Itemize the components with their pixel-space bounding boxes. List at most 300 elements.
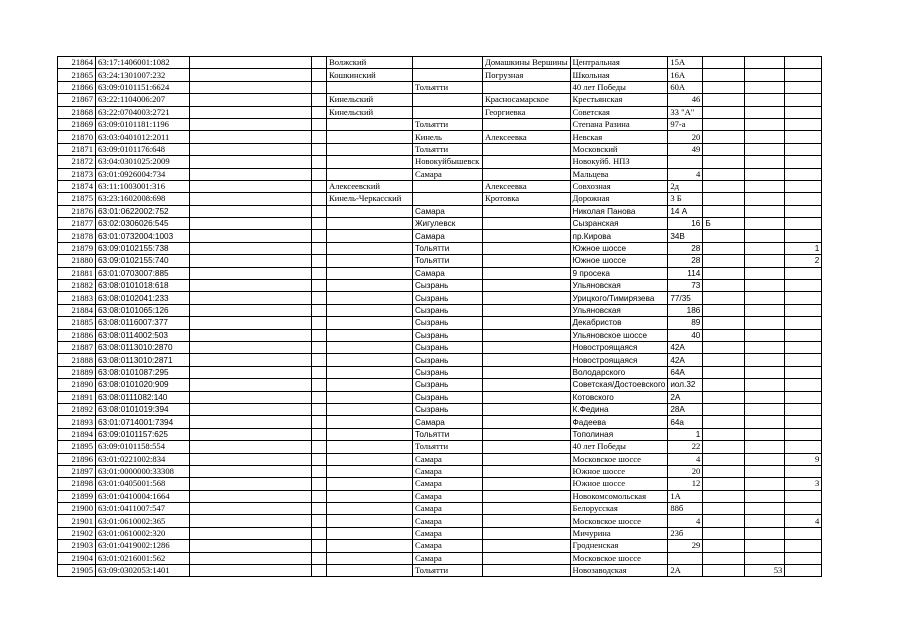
district-cell[interactable] — [327, 118, 413, 130]
city-cell[interactable] — [413, 106, 483, 118]
cadastral-number-cell[interactable]: 63:24:1301007:232 — [96, 69, 190, 81]
house-cell[interactable]: 42А — [668, 354, 703, 366]
street-cell[interactable]: Совхозная — [570, 180, 668, 192]
district-cell[interactable] — [327, 503, 413, 515]
empty-cell[interactable] — [312, 379, 327, 391]
extra-cell[interactable] — [785, 106, 822, 118]
empty-cell[interactable] — [190, 304, 312, 316]
extra-cell[interactable] — [745, 490, 785, 502]
city-cell[interactable]: Сызрань — [413, 304, 483, 316]
house-cell[interactable]: 15А — [668, 57, 703, 69]
extra-cell[interactable] — [703, 230, 745, 242]
row-id-cell[interactable]: 21871 — [58, 143, 96, 155]
extra-cell[interactable] — [785, 540, 822, 552]
empty-cell[interactable] — [312, 416, 327, 428]
city-cell[interactable]: Самара — [413, 515, 483, 527]
empty-cell[interactable] — [190, 329, 312, 341]
settlement-cell[interactable] — [483, 143, 571, 155]
extra-cell[interactable] — [703, 428, 745, 440]
empty-cell[interactable] — [190, 428, 312, 440]
extra-cell[interactable] — [703, 329, 745, 341]
house-cell[interactable]: 97-а — [668, 118, 703, 130]
house-cell[interactable]: 20 — [668, 465, 703, 477]
extra-cell[interactable] — [745, 515, 785, 527]
empty-cell[interactable] — [190, 180, 312, 192]
extra-cell[interactable] — [703, 292, 745, 304]
district-cell[interactable]: Кинель-Черкасский — [327, 193, 413, 205]
cadastral-number-cell[interactable]: 63:01:0622002:752 — [96, 205, 190, 217]
extra-cell[interactable]: 4 — [785, 515, 822, 527]
district-cell[interactable] — [327, 354, 413, 366]
extra-cell[interactable] — [745, 143, 785, 155]
street-cell[interactable]: Новозаводская — [570, 565, 668, 577]
city-cell[interactable]: Самара — [413, 490, 483, 502]
settlement-cell[interactable] — [483, 267, 571, 279]
extra-cell[interactable] — [703, 366, 745, 378]
extra-cell[interactable] — [745, 552, 785, 564]
street-cell[interactable]: Южное шоссе — [570, 478, 668, 490]
district-cell[interactable] — [327, 465, 413, 477]
extra-cell[interactable] — [703, 255, 745, 267]
city-cell[interactable]: Самара — [413, 230, 483, 242]
district-cell[interactable] — [327, 478, 413, 490]
district-cell[interactable] — [327, 416, 413, 428]
empty-cell[interactable] — [190, 143, 312, 155]
house-cell[interactable]: 22 — [668, 441, 703, 453]
settlement-cell[interactable] — [483, 552, 571, 564]
settlement-cell[interactable] — [483, 453, 571, 465]
cadastral-number-cell[interactable]: 63:08:0101019:394 — [96, 403, 190, 415]
settlement-cell[interactable] — [483, 490, 571, 502]
extra-cell[interactable] — [785, 180, 822, 192]
house-cell[interactable]: 12 — [668, 478, 703, 490]
city-cell[interactable]: Самара — [413, 205, 483, 217]
empty-cell[interactable] — [190, 341, 312, 353]
extra-cell[interactable] — [703, 540, 745, 552]
street-cell[interactable]: К.Федина — [570, 403, 668, 415]
street-cell[interactable]: Новостроящаяся — [570, 341, 668, 353]
city-cell[interactable]: Самара — [413, 540, 483, 552]
extra-cell[interactable] — [785, 193, 822, 205]
house-cell[interactable]: 1А — [668, 490, 703, 502]
house-cell[interactable]: 20 — [668, 131, 703, 143]
row-id-cell[interactable]: 21904 — [58, 552, 96, 564]
extra-cell[interactable] — [703, 354, 745, 366]
row-id-cell[interactable]: 21878 — [58, 230, 96, 242]
empty-cell[interactable] — [312, 131, 327, 143]
street-cell[interactable]: Мичурина — [570, 527, 668, 539]
empty-cell[interactable] — [312, 304, 327, 316]
house-cell[interactable]: 4 — [668, 453, 703, 465]
settlement-cell[interactable] — [483, 540, 571, 552]
cadastral-number-cell[interactable]: 63:01:0732004:1003 — [96, 230, 190, 242]
house-cell[interactable]: 88б — [668, 503, 703, 515]
cadastral-number-cell[interactable]: 63:08:0101065:126 — [96, 304, 190, 316]
settlement-cell[interactable]: Красносамарское — [483, 94, 571, 106]
extra-cell[interactable] — [785, 69, 822, 81]
extra-cell[interactable] — [703, 94, 745, 106]
cadastral-number-cell[interactable]: 63:02:0306026:545 — [96, 218, 190, 230]
house-cell[interactable] — [668, 552, 703, 564]
city-cell[interactable]: Сызрань — [413, 292, 483, 304]
cadastral-number-cell[interactable]: 63:08:0101020:909 — [96, 379, 190, 391]
row-id-cell[interactable]: 21866 — [58, 81, 96, 93]
settlement-cell[interactable] — [483, 465, 571, 477]
city-cell[interactable] — [413, 69, 483, 81]
row-id-cell[interactable]: 21872 — [58, 156, 96, 168]
row-id-cell[interactable]: 21890 — [58, 379, 96, 391]
extra-cell[interactable]: 1 — [785, 242, 822, 254]
house-cell[interactable]: 14 А — [668, 205, 703, 217]
row-id-cell[interactable]: 21868 — [58, 106, 96, 118]
settlement-cell[interactable] — [483, 255, 571, 267]
house-cell[interactable]: 33 "А" — [668, 106, 703, 118]
extra-cell[interactable] — [745, 94, 785, 106]
house-cell[interactable]: 4 — [668, 515, 703, 527]
empty-cell[interactable] — [312, 403, 327, 415]
cadastral-number-cell[interactable]: 63:08:0116007:377 — [96, 317, 190, 329]
district-cell[interactable] — [327, 168, 413, 180]
extra-cell[interactable] — [703, 81, 745, 93]
extra-cell[interactable] — [785, 143, 822, 155]
empty-cell[interactable] — [312, 292, 327, 304]
cadastral-number-cell[interactable]: 63:01:0216001:562 — [96, 552, 190, 564]
house-cell[interactable]: 34В — [668, 230, 703, 242]
row-id-cell[interactable]: 21895 — [58, 441, 96, 453]
city-cell[interactable]: Сызрань — [413, 280, 483, 292]
empty-cell[interactable] — [190, 218, 312, 230]
city-cell[interactable]: Тольятти — [413, 428, 483, 440]
extra-cell[interactable] — [745, 341, 785, 353]
extra-cell[interactable] — [785, 490, 822, 502]
empty-cell[interactable] — [312, 180, 327, 192]
row-id-cell[interactable]: 21892 — [58, 403, 96, 415]
extra-cell[interactable] — [745, 292, 785, 304]
settlement-cell[interactable] — [483, 503, 571, 515]
empty-cell[interactable] — [190, 527, 312, 539]
extra-cell[interactable] — [785, 354, 822, 366]
extra-cell[interactable] — [745, 503, 785, 515]
extra-cell[interactable] — [703, 118, 745, 130]
extra-cell[interactable] — [745, 317, 785, 329]
row-id-cell[interactable]: 21883 — [58, 292, 96, 304]
house-cell[interactable]: 46 — [668, 94, 703, 106]
street-cell[interactable]: Степана Разина — [570, 118, 668, 130]
settlement-cell[interactable] — [483, 218, 571, 230]
district-cell[interactable] — [327, 304, 413, 316]
extra-cell[interactable] — [785, 552, 822, 564]
street-cell[interactable]: Мальцева — [570, 168, 668, 180]
city-cell[interactable] — [413, 180, 483, 192]
extra-cell[interactable] — [703, 193, 745, 205]
house-cell[interactable]: 73 — [668, 280, 703, 292]
extra-cell[interactable] — [745, 118, 785, 130]
empty-cell[interactable] — [312, 94, 327, 106]
extra-cell[interactable] — [745, 453, 785, 465]
empty-cell[interactable] — [190, 255, 312, 267]
empty-cell[interactable] — [312, 106, 327, 118]
district-cell[interactable] — [327, 366, 413, 378]
street-cell[interactable]: Московский — [570, 143, 668, 155]
street-cell[interactable]: Ульяновская — [570, 304, 668, 316]
cadastral-number-cell[interactable]: 63:08:0101087:295 — [96, 366, 190, 378]
street-cell[interactable]: Новокомсомольская — [570, 490, 668, 502]
empty-cell[interactable] — [190, 267, 312, 279]
empty-cell[interactable] — [312, 441, 327, 453]
district-cell[interactable] — [327, 143, 413, 155]
empty-cell[interactable] — [312, 143, 327, 155]
district-cell[interactable] — [327, 515, 413, 527]
extra-cell[interactable] — [703, 527, 745, 539]
extra-cell[interactable] — [785, 465, 822, 477]
settlement-cell[interactable]: Домашкины Вершины — [483, 57, 571, 69]
settlement-cell[interactable] — [483, 341, 571, 353]
city-cell[interactable]: Новокуйбышевск — [413, 156, 483, 168]
settlement-cell[interactable] — [483, 168, 571, 180]
district-cell[interactable] — [327, 242, 413, 254]
row-id-cell[interactable]: 21865 — [58, 69, 96, 81]
extra-cell[interactable] — [745, 69, 785, 81]
house-cell[interactable]: 2А — [668, 565, 703, 577]
city-cell[interactable]: Сызрань — [413, 391, 483, 403]
settlement-cell[interactable]: Алексеевка — [483, 180, 571, 192]
district-cell[interactable] — [327, 403, 413, 415]
empty-cell[interactable] — [312, 168, 327, 180]
extra-cell[interactable] — [745, 391, 785, 403]
settlement-cell[interactable] — [483, 242, 571, 254]
settlement-cell[interactable]: Погрузная — [483, 69, 571, 81]
extra-cell[interactable] — [703, 242, 745, 254]
settlement-cell[interactable] — [483, 416, 571, 428]
extra-cell[interactable] — [745, 366, 785, 378]
street-cell[interactable]: Южное шоссе — [570, 242, 668, 254]
row-id-cell[interactable]: 21897 — [58, 465, 96, 477]
street-cell[interactable]: 40 лет Победы — [570, 81, 668, 93]
house-cell[interactable]: 77/35 — [668, 292, 703, 304]
row-id-cell[interactable]: 21879 — [58, 242, 96, 254]
city-cell[interactable]: Тольятти — [413, 242, 483, 254]
extra-cell[interactable] — [703, 168, 745, 180]
extra-cell[interactable] — [745, 156, 785, 168]
empty-cell[interactable] — [190, 503, 312, 515]
cadastral-number-cell[interactable]: 63:01:0221002:834 — [96, 453, 190, 465]
extra-cell[interactable] — [745, 403, 785, 415]
row-id-cell[interactable]: 21903 — [58, 540, 96, 552]
cadastral-number-cell[interactable]: 63:08:0101018:618 — [96, 280, 190, 292]
district-cell[interactable] — [327, 205, 413, 217]
extra-cell[interactable] — [745, 255, 785, 267]
empty-cell[interactable] — [312, 515, 327, 527]
district-cell[interactable] — [327, 280, 413, 292]
empty-cell[interactable] — [312, 242, 327, 254]
empty-cell[interactable] — [312, 205, 327, 217]
row-id-cell[interactable]: 21900 — [58, 503, 96, 515]
cadastral-number-cell[interactable]: 63:09:0101157:625 — [96, 428, 190, 440]
city-cell[interactable]: Сызрань — [413, 379, 483, 391]
row-id-cell[interactable]: 21876 — [58, 205, 96, 217]
extra-cell[interactable] — [703, 280, 745, 292]
empty-cell[interactable] — [312, 193, 327, 205]
cadastral-number-cell[interactable]: 63:01:0703007:885 — [96, 267, 190, 279]
house-cell[interactable]: 28А — [668, 403, 703, 415]
cadastral-number-cell[interactable]: 63:01:0926004:734 — [96, 168, 190, 180]
extra-cell[interactable] — [703, 379, 745, 391]
empty-cell[interactable] — [190, 416, 312, 428]
cadastral-number-cell[interactable]: 63:09:0102155:738 — [96, 242, 190, 254]
extra-cell[interactable] — [785, 118, 822, 130]
empty-cell[interactable] — [312, 565, 327, 577]
cadastral-number-cell[interactable]: 63:01:0410004:1664 — [96, 490, 190, 502]
row-id-cell[interactable]: 21888 — [58, 354, 96, 366]
cadastral-number-cell[interactable]: 63:09:0101176:648 — [96, 143, 190, 155]
extra-cell[interactable]: Б — [703, 218, 745, 230]
row-id-cell[interactable]: 21880 — [58, 255, 96, 267]
district-cell[interactable] — [327, 565, 413, 577]
empty-cell[interactable] — [190, 441, 312, 453]
extra-cell[interactable] — [745, 280, 785, 292]
empty-cell[interactable] — [190, 94, 312, 106]
district-cell[interactable]: Волжский — [327, 57, 413, 69]
house-cell[interactable]: 16А — [668, 69, 703, 81]
extra-cell[interactable]: 9 — [785, 453, 822, 465]
extra-cell[interactable] — [745, 428, 785, 440]
district-cell[interactable] — [327, 131, 413, 143]
city-cell[interactable]: Самара — [413, 168, 483, 180]
house-cell[interactable]: 23б — [668, 527, 703, 539]
city-cell[interactable]: Тольятти — [413, 118, 483, 130]
extra-cell[interactable] — [745, 478, 785, 490]
street-cell[interactable]: Ульяновская — [570, 280, 668, 292]
empty-cell[interactable] — [190, 242, 312, 254]
city-cell[interactable]: Сызрань — [413, 354, 483, 366]
empty-cell[interactable] — [190, 515, 312, 527]
row-id-cell[interactable]: 21894 — [58, 428, 96, 440]
cadastral-number-cell[interactable]: 63:08:0113010:2870 — [96, 341, 190, 353]
house-cell[interactable]: 114 — [668, 267, 703, 279]
empty-cell[interactable] — [312, 218, 327, 230]
district-cell[interactable] — [327, 218, 413, 230]
extra-cell[interactable] — [745, 540, 785, 552]
house-cell[interactable]: 89 — [668, 317, 703, 329]
district-cell[interactable] — [327, 341, 413, 353]
extra-cell[interactable] — [745, 230, 785, 242]
extra-cell[interactable] — [703, 465, 745, 477]
district-cell[interactable]: Кинельский — [327, 106, 413, 118]
district-cell[interactable] — [327, 292, 413, 304]
house-cell[interactable]: 186 — [668, 304, 703, 316]
extra-cell[interactable] — [785, 292, 822, 304]
empty-cell[interactable] — [312, 503, 327, 515]
empty-cell[interactable] — [312, 465, 327, 477]
row-id-cell[interactable]: 21896 — [58, 453, 96, 465]
city-cell[interactable]: Сызрань — [413, 317, 483, 329]
cadastral-number-cell[interactable]: 63:17:1406001:1082 — [96, 57, 190, 69]
district-cell[interactable] — [327, 230, 413, 242]
empty-cell[interactable] — [312, 230, 327, 242]
street-cell[interactable]: Володарского — [570, 366, 668, 378]
district-cell[interactable] — [327, 267, 413, 279]
house-cell[interactable]: 42А — [668, 341, 703, 353]
street-cell[interactable]: Южное шоссе — [570, 465, 668, 477]
house-cell[interactable]: 49 — [668, 143, 703, 155]
street-cell[interactable]: Крестьянская — [570, 94, 668, 106]
street-cell[interactable]: Белорусская — [570, 503, 668, 515]
settlement-cell[interactable] — [483, 329, 571, 341]
district-cell[interactable] — [327, 255, 413, 267]
cadastral-number-cell[interactable]: 63:09:0101151:6624 — [96, 81, 190, 93]
cadastral-number-cell[interactable]: 63:11:1003001:316 — [96, 180, 190, 192]
cadastral-number-cell[interactable]: 63:22:0704003:2721 — [96, 106, 190, 118]
cadastral-number-cell[interactable]: 63:01:0610002:320 — [96, 527, 190, 539]
district-cell[interactable]: Кошкинский — [327, 69, 413, 81]
street-cell[interactable]: Московское шоссе — [570, 552, 668, 564]
empty-cell[interactable] — [312, 478, 327, 490]
empty-cell[interactable] — [190, 205, 312, 217]
extra-cell[interactable] — [745, 304, 785, 316]
extra-cell[interactable] — [703, 391, 745, 403]
empty-cell[interactable] — [190, 81, 312, 93]
extra-cell[interactable] — [703, 441, 745, 453]
empty-cell[interactable] — [190, 292, 312, 304]
street-cell[interactable]: Урицкого/Тимирязева — [570, 292, 668, 304]
empty-cell[interactable] — [190, 490, 312, 502]
city-cell[interactable]: Тольятти — [413, 81, 483, 93]
extra-cell[interactable] — [745, 354, 785, 366]
extra-cell[interactable] — [703, 341, 745, 353]
street-cell[interactable]: Центральная — [570, 57, 668, 69]
district-cell[interactable] — [327, 329, 413, 341]
empty-cell[interactable] — [190, 230, 312, 242]
city-cell[interactable] — [413, 57, 483, 69]
street-cell[interactable]: Фадеева — [570, 416, 668, 428]
city-cell[interactable]: Самара — [413, 527, 483, 539]
city-cell[interactable]: Сызрань — [413, 366, 483, 378]
empty-cell[interactable] — [190, 69, 312, 81]
extra-cell[interactable] — [785, 428, 822, 440]
district-cell[interactable] — [327, 156, 413, 168]
settlement-cell[interactable] — [483, 527, 571, 539]
city-cell[interactable]: Сызрань — [413, 341, 483, 353]
house-cell[interactable]: 64а — [668, 416, 703, 428]
extra-cell[interactable] — [785, 341, 822, 353]
house-cell[interactable]: 2А — [668, 391, 703, 403]
cadastral-number-cell[interactable]: 63:09:0102155:740 — [96, 255, 190, 267]
empty-cell[interactable] — [312, 57, 327, 69]
extra-cell[interactable] — [703, 69, 745, 81]
settlement-cell[interactable] — [483, 366, 571, 378]
settlement-cell[interactable] — [483, 478, 571, 490]
cadastral-number-cell[interactable]: 63:04:0301025:2009 — [96, 156, 190, 168]
row-id-cell[interactable]: 21902 — [58, 527, 96, 539]
street-cell[interactable]: Южное шоссе — [570, 255, 668, 267]
row-id-cell[interactable]: 21898 — [58, 478, 96, 490]
settlement-cell[interactable] — [483, 428, 571, 440]
street-cell[interactable]: 9 просека — [570, 267, 668, 279]
street-cell[interactable]: 40 лет Победы — [570, 441, 668, 453]
empty-cell[interactable] — [312, 366, 327, 378]
house-cell[interactable]: 28 — [668, 255, 703, 267]
city-cell[interactable]: Тольятти — [413, 441, 483, 453]
empty-cell[interactable] — [312, 69, 327, 81]
street-cell[interactable]: пр.Кирова — [570, 230, 668, 242]
city-cell[interactable]: Сызрань — [413, 403, 483, 415]
extra-cell[interactable] — [785, 416, 822, 428]
empty-cell[interactable] — [190, 354, 312, 366]
extra-cell[interactable]: 3 — [785, 478, 822, 490]
empty-cell[interactable] — [312, 490, 327, 502]
settlement-cell[interactable] — [483, 565, 571, 577]
district-cell[interactable] — [327, 317, 413, 329]
